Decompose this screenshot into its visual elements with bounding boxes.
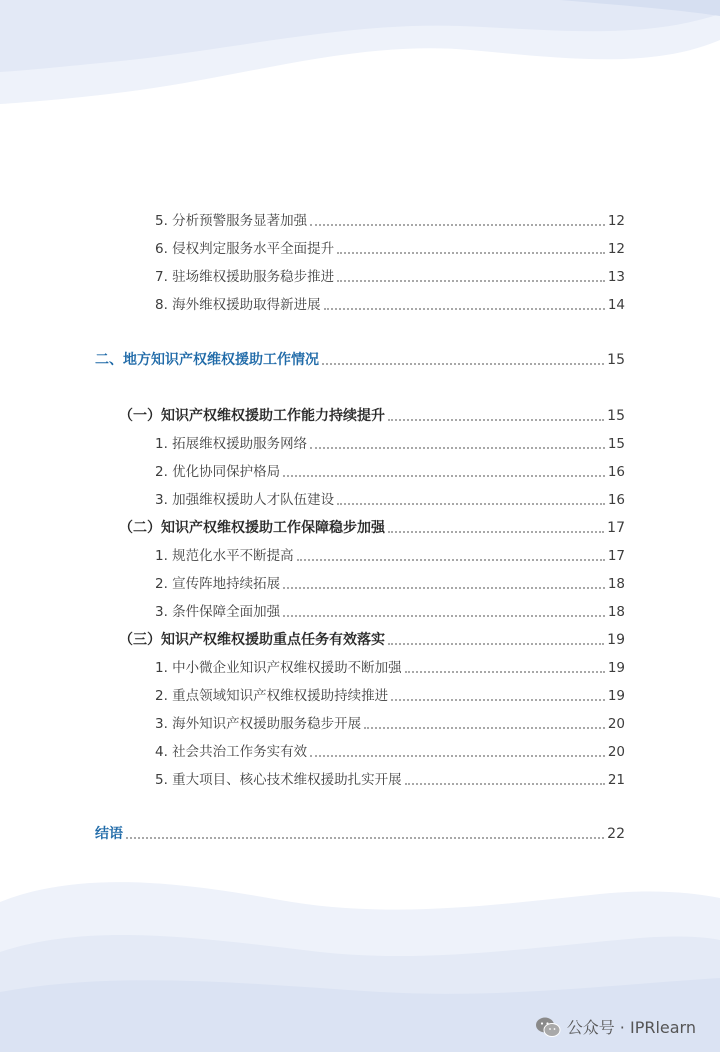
toc-entry-title: （三）知识产权维权援助重点任务有效落实 bbox=[119, 632, 385, 648]
toc-entry-page: 17 bbox=[607, 548, 625, 564]
toc-entry-page: 22 bbox=[607, 826, 625, 842]
toc-entry[interactable] bbox=[155, 206, 625, 230]
toc-entry-page: 13 bbox=[607, 269, 625, 285]
toc-entry-title: 2. 宣传阵地持续拓展 bbox=[155, 576, 281, 592]
toc-entry-page: 16 bbox=[607, 492, 625, 508]
toc-leader-dots bbox=[405, 783, 605, 785]
toc-entry[interactable] bbox=[119, 513, 625, 537]
toc-entry[interactable] bbox=[155, 681, 625, 705]
toc-entry-title: 5. 重大项目、核心技术维权援助扎实开展 bbox=[155, 772, 402, 788]
toc-entry-page: 20 bbox=[607, 716, 625, 732]
toc-entry-title: 2. 优化协同保护格局 bbox=[155, 464, 281, 480]
toc-leader-dots bbox=[337, 280, 605, 282]
toc-leader-dots bbox=[364, 727, 605, 729]
toc-entry-title: 3. 条件保障全面加强 bbox=[155, 604, 281, 620]
toc-entry[interactable] bbox=[155, 290, 625, 314]
toc-entry-page: 19 bbox=[607, 660, 625, 676]
toc-entry-title: 5. 分析预警服务显著加强 bbox=[155, 213, 308, 229]
watermark-text: 公众号 · IPRlearn bbox=[566, 1018, 696, 1037]
toc-leader-dots bbox=[322, 363, 604, 365]
toc-leader-dots bbox=[310, 755, 605, 757]
toc-entry[interactable] bbox=[95, 819, 625, 843]
toc-entry[interactable] bbox=[155, 569, 625, 593]
toc-entry-page: 12 bbox=[607, 241, 625, 257]
toc-leader-dots bbox=[283, 475, 605, 477]
toc-entry-title: （二）知识产权维权援助工作保障稳步加强 bbox=[119, 520, 385, 536]
toc-leader-dots bbox=[388, 531, 604, 533]
toc-entry[interactable] bbox=[119, 401, 625, 425]
toc-entry[interactable] bbox=[95, 345, 625, 369]
toc-entry-title: 8. 海外维权援助取得新进展 bbox=[155, 297, 321, 313]
toc-entry-page: 19 bbox=[607, 632, 625, 648]
toc-entry-title: 3. 海外知识产权援助服务稳步开展 bbox=[155, 716, 362, 732]
wechat-icon bbox=[535, 1016, 561, 1038]
toc-entry-title: 二、地方知识产权维权援助工作情况 bbox=[95, 352, 319, 368]
toc-leader-dots bbox=[337, 252, 605, 254]
toc-entry[interactable] bbox=[155, 737, 625, 761]
toc-entry-title: 1. 规范化水平不断提高 bbox=[155, 548, 294, 564]
toc-entry[interactable] bbox=[155, 653, 625, 677]
toc-entry-page: 15 bbox=[607, 408, 625, 424]
toc-entry-title: 4. 社会共治工作务实有效 bbox=[155, 744, 308, 760]
toc-entry[interactable] bbox=[155, 234, 625, 258]
toc-leader-dots bbox=[324, 308, 605, 310]
toc-leader-dots bbox=[391, 699, 605, 701]
toc-entry-page: 17 bbox=[607, 520, 625, 536]
toc-entry[interactable] bbox=[155, 597, 625, 621]
toc-leader-dots bbox=[297, 559, 605, 561]
toc-entry[interactable] bbox=[119, 625, 625, 649]
toc-entry-page: 18 bbox=[607, 576, 625, 592]
toc-leader-dots bbox=[388, 419, 604, 421]
toc-entry[interactable] bbox=[155, 709, 625, 733]
toc-leader-dots bbox=[283, 587, 605, 589]
toc-entry[interactable] bbox=[155, 541, 625, 565]
toc-entry-title: 1. 中小微企业知识产权维权援助不断加强 bbox=[155, 660, 402, 676]
toc-entry[interactable] bbox=[155, 262, 625, 286]
toc-entry-page: 12 bbox=[607, 213, 625, 229]
toc-entry-page: 19 bbox=[607, 688, 625, 704]
toc-entry-title: 2. 重点领域知识产权维权援助持续推进 bbox=[155, 688, 389, 704]
toc-entry-page: 16 bbox=[607, 464, 625, 480]
toc-entry-page: 14 bbox=[607, 297, 625, 313]
toc-leader-dots bbox=[405, 671, 605, 673]
toc-leader-dots bbox=[310, 447, 605, 449]
toc-entry-page: 15 bbox=[607, 352, 625, 368]
toc-entry-title: 6. 侵权判定服务水平全面提升 bbox=[155, 241, 335, 257]
toc-entry-title: （一）知识产权维权援助工作能力持续提升 bbox=[119, 408, 385, 424]
toc-leader-dots bbox=[388, 643, 604, 645]
toc-entry-title: 3. 加强维权援助人才队伍建设 bbox=[155, 492, 335, 508]
toc-entry[interactable] bbox=[155, 765, 625, 789]
toc-leader-dots bbox=[283, 615, 605, 617]
toc-entry-title: 结语 bbox=[95, 826, 123, 842]
toc-entry-title: 7. 驻场维权援助服务稳步推进 bbox=[155, 269, 335, 285]
toc-entry[interactable] bbox=[155, 429, 625, 453]
toc-leader-dots bbox=[126, 837, 604, 839]
toc-entry-title: 1. 拓展维权援助服务网络 bbox=[155, 436, 308, 452]
toc-leader-dots bbox=[310, 224, 605, 226]
watermark bbox=[535, 1015, 696, 1038]
toc-entry-page: 21 bbox=[607, 772, 625, 788]
toc-entry-page: 15 bbox=[607, 436, 625, 452]
toc-leader-dots bbox=[337, 503, 605, 505]
toc-entry[interactable] bbox=[155, 485, 625, 509]
toc-entry-page: 18 bbox=[607, 604, 625, 620]
toc-entry[interactable] bbox=[155, 457, 625, 481]
toc-entry-page: 20 bbox=[607, 744, 625, 760]
